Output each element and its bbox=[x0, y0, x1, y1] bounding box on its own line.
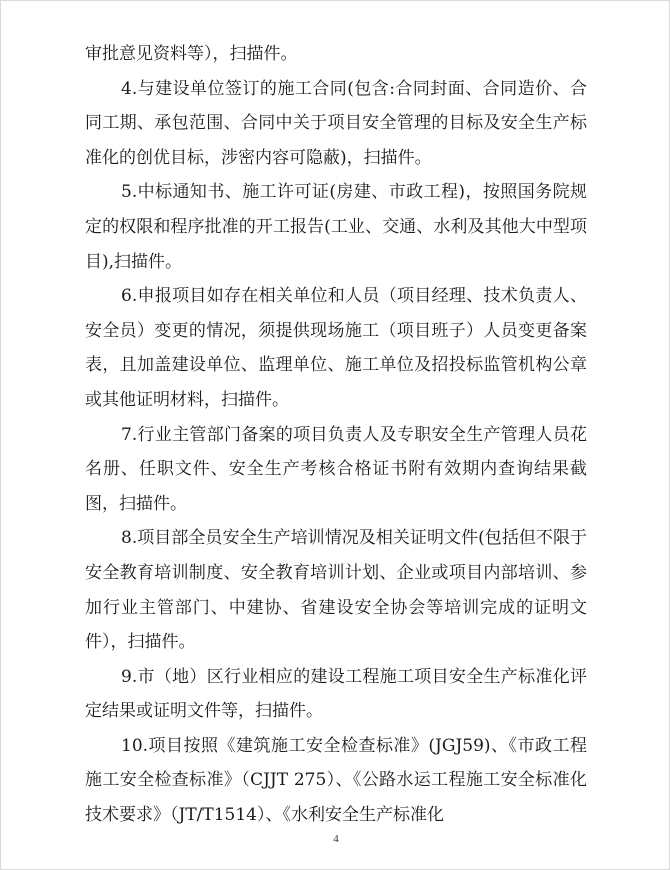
paragraph-continuation: 审批意见资料等），扫描件。 bbox=[85, 44, 298, 64]
paragraph-item-5: 5.中标通知书、施工许可证(房建、市政工程)，按照国务院规定的权限和程序批准的开工报告(工业、交通、水利及其他大中型项目),扫描件。 bbox=[85, 182, 587, 272]
paragraph-item-7: 7.行业主管部门备案的项目负责人及专职安全生产管理人员花名册、任职文件、安全生产考核合格证书附有效期内查询结果截图，扫描件。 bbox=[85, 424, 587, 514]
paragraph-item-8: 8.项目部全员安全生产培训情况及相关证明文件(包括但不限于安全教育培训制度、安全教育培训计划、企业或项目内部培训、参加行业主管部门、中建协、省建设安全协会等培训完成的证明文件），扫描件。 bbox=[85, 528, 587, 653]
paragraph-item-4: 4.与建设单位签订的施工合同(包含:合同封面、合同造价、合同工期、承包范围、合同中关于项目安全管理的目标及安全生产标准化的创优目标，涉密内容可隐蔽)，扫描件。 bbox=[85, 78, 587, 168]
paragraph-item-10: 10.项目按照《建筑施工安全检查标准》(JGJ59)、《市政工程施工安全检查标准》（CJJT 275）、《公路水运工程施工安全标准化技术要求》（JT/T1514）、《水利安全生产标准化 bbox=[85, 735, 587, 826]
document-body bbox=[85, 37, 587, 833]
page-number: 4 bbox=[333, 833, 339, 845]
paragraph-item-9: 9.市（地）区行业相应的建设工程施工项目安全生产标准化评定结果或证明文件等，扫描件。 bbox=[85, 666, 587, 722]
paragraph-item-6: 6.申报项目如存在相关单位和人员（项目经理、技术负责人、安全员）变更的情况，须提供现场施工（项目班子）人员变更备案表，且加盖建设单位、监理单位、施工单位及招投标监管机构公章或其他证明材料，扫描件。 bbox=[85, 286, 587, 410]
